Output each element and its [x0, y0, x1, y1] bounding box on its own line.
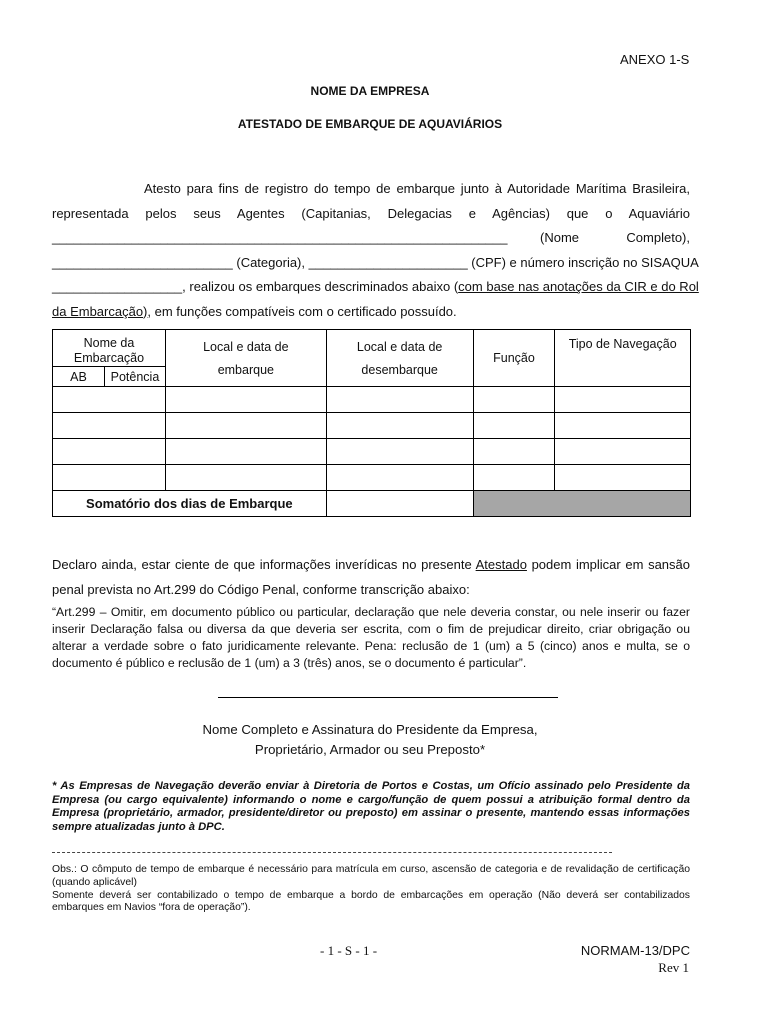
- disembark-cell[interactable]: [326, 465, 473, 491]
- full-name-label: (Nome Completo),: [540, 230, 690, 245]
- attestation-line-4: _________________________ (Categoria), ______________________ (CPF) e número inscrição no SISAQUA: [52, 254, 699, 270]
- header-disembark: Local e data de desembarque: [326, 330, 473, 387]
- header-vessel-name: Nome da Embarcação: [53, 330, 166, 367]
- normam-label: NORMAM-13/DPC: [580, 943, 690, 958]
- cir-reference: com base nas anotações da CIR e do Rol: [458, 279, 699, 294]
- embark-cell[interactable]: [165, 439, 326, 465]
- disembark-cell[interactable]: [326, 413, 473, 439]
- vessel-cell[interactable]: [53, 413, 166, 439]
- dashed-divider: [52, 852, 612, 853]
- declaration-text-b: podem implicar em sansão: [526, 557, 690, 572]
- embarkation-table: [52, 329, 691, 517]
- table-row: [53, 465, 691, 491]
- observation-2: Somente deverá ser contabilizado o tempo de embarque a bordo de embarcações em operação (Não deverá ser contabilizados embarques em Navios “fora de operação”).: [52, 889, 690, 914]
- function-cell[interactable]: [473, 387, 555, 413]
- attestation-line-3: [52, 226, 690, 251]
- rol-reference: da Embarcação): [52, 303, 148, 319]
- disembark-cell[interactable]: [326, 387, 473, 413]
- declaration-line-1: [52, 553, 690, 578]
- header-power: Potência: [104, 367, 165, 387]
- function-cell[interactable]: [473, 439, 555, 465]
- signature-caption: [0, 720, 740, 760]
- sum-gray-cell: [473, 491, 690, 517]
- navigation-cell[interactable]: [555, 465, 691, 491]
- declaration-line-2: penal prevista no Art.299 do Código Penal, conforme transcrição abaixo:: [52, 581, 470, 597]
- observation-1: Obs.: O cômputo de tempo de embarque é necessário para matrícula em curso, ascensão de categoria e de revalidação de certificação (quando aplicável): [52, 864, 690, 888]
- header-ab: AB: [53, 367, 105, 387]
- attestation-line-2: representada pelos seus Agentes (Capitanias, Delegacias e Agências) que o Aquaviário: [52, 205, 690, 221]
- header-embark: Local e data de embarque: [165, 330, 326, 387]
- attestation-paragraph: [52, 177, 699, 324]
- sum-row: [53, 491, 691, 517]
- revision-label: Rev 1: [658, 960, 689, 975]
- embark-cell[interactable]: [165, 413, 326, 439]
- sum-days-cell[interactable]: [326, 491, 473, 517]
- penal-code-quote: “Art.299 – Omitir, em documento público ou particular, declaração que nele deveria constar, ou nele inserir ou fazer inserir Declaração falsa ou diversa da que deveria ser escrita, com o fim de prejudicar direito, criar obrigação ou alterar a verdade sobre o fato juridicamente relevante. Pena: reclusão de 1 (um) a 5 (cinco) anos e multa, se o documento é público e reclusão de 1 (um) a 3 (três) anos, se o documento é particular”.: [52, 605, 690, 670]
- sisaqua-blank-text: __________________, realizou os embarques descriminados abaixo (: [52, 279, 459, 294]
- document-title: ATESTADO DE EMBARQUE DE AQUAVIÁRIOS: [237, 117, 503, 131]
- attestation-line-5: [52, 275, 699, 300]
- signature-caption-line-1: Nome Completo e Assinatura do Presidente da Empresa,: [202, 722, 538, 737]
- signature-line: [218, 697, 558, 698]
- header-function: Função: [473, 330, 555, 387]
- declaration-underlined: Atestado: [475, 557, 527, 572]
- attestation-line-1: Atesto para fins de registro do tempo de embarque junto à Autoridade Marítima Brasileira,: [144, 181, 690, 196]
- function-cell[interactable]: [473, 465, 555, 491]
- embark-cell[interactable]: [165, 387, 326, 413]
- function-cell[interactable]: [473, 413, 555, 439]
- disembark-cell[interactable]: [326, 439, 473, 465]
- companies-note: * As Empresas de Navegação deverão enviar à Diretoria de Portos e Costas, um Ofício assinado pelo Presidente da Empresa (ou cargo equivalente) informando o nome e cargo/função de quem possui a atribuição formal dentro da Empresa (proprietário, armador, presidente/diretor ou preposto) em assinar o presente, mantendo essas informações sempre atualizadas junto à DPC.: [52, 780, 690, 833]
- sum-label: Somatório dos dias de Embarque: [53, 491, 327, 517]
- full-name-blank: _______________________________________________________________: [52, 230, 508, 245]
- attestation-line-6: [52, 300, 690, 325]
- signature-caption-line-2: Proprietário, Armador ou seu Preposto*: [254, 742, 486, 757]
- vessel-cell[interactable]: [53, 465, 166, 491]
- embark-cell[interactable]: [165, 465, 326, 491]
- attestation-line-6-rest: , em funções compatíveis com o certificado possuído.: [147, 303, 457, 319]
- table-row: [53, 413, 691, 439]
- navigation-cell[interactable]: [555, 387, 691, 413]
- table-row: [53, 387, 691, 413]
- vessel-cell[interactable]: [53, 439, 166, 465]
- observations: [52, 864, 690, 915]
- annex-label: ANEXO 1-S: [620, 52, 690, 67]
- page-number: - 1 - S - 1 -: [320, 943, 378, 958]
- navigation-cell[interactable]: [555, 439, 691, 465]
- vessel-cell[interactable]: [53, 387, 166, 413]
- table-row: [53, 439, 691, 465]
- declaration-paragraph: [52, 553, 690, 602]
- header-navigation-type: Tipo de Navegação: [555, 330, 691, 387]
- declaration-text-a: Declaro ainda, estar ciente de que informações inverídicas no presente: [52, 557, 476, 572]
- navigation-cell[interactable]: [555, 413, 691, 439]
- company-name: NOME DA EMPRESA: [310, 84, 430, 98]
